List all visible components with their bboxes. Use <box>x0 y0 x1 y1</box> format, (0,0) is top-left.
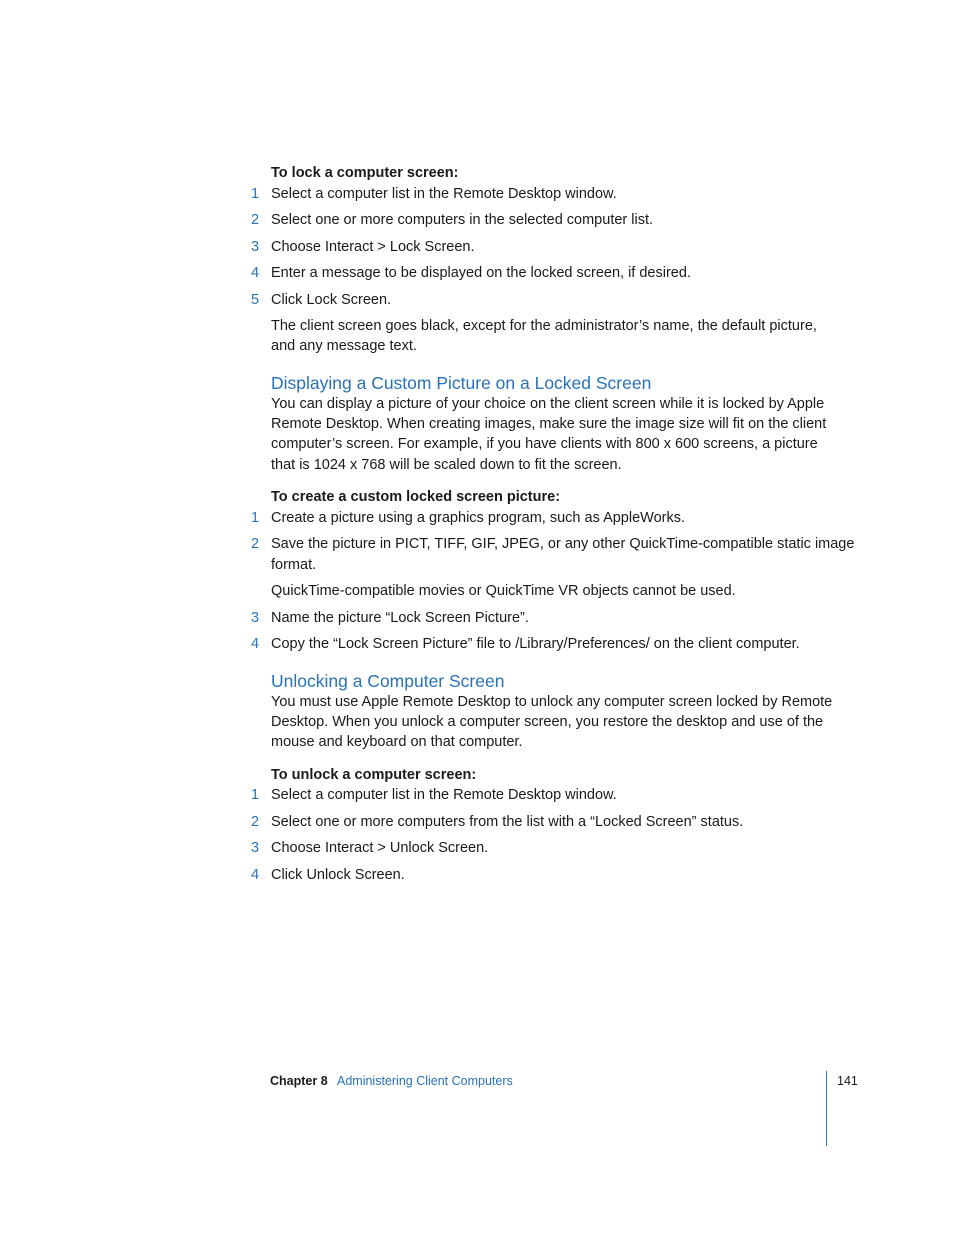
procedure-heading-custom-picture: To create a custom locked screen picture: <box>271 489 561 505</box>
step-number: 2 <box>251 814 260 830</box>
procedure-heading-unlock: To unlock a computer screen: <box>271 767 477 783</box>
paragraph-line: mouse and keyboard on that computer. <box>271 734 523 750</box>
step-text: Choose Interact > Unlock Screen. <box>271 840 489 856</box>
step-number: 1 <box>251 787 260 803</box>
paragraph-line: You must use Apple Remote Desktop to unlock any computer screen locked by Remote <box>271 694 833 710</box>
result-note-line: The client screen goes black, except for the administrator’s name, the default picture, <box>271 318 817 334</box>
step-text: Copy the “Lock Screen Picture” file to /Library/Preferences/ on the client computer. <box>271 636 800 652</box>
paragraph-line: that is 1024 x 768 will be scaled down to fit the screen. <box>271 457 622 473</box>
step-text: Click Unlock Screen. <box>271 867 405 883</box>
step-number: 1 <box>251 186 260 202</box>
quicktime-note: QuickTime-compatible movies or QuickTime VR objects cannot be used. <box>271 583 736 599</box>
step-text: Select a computer list in the Remote Desktop window. <box>271 186 617 202</box>
footer-chapter-title: Administering Client Computers <box>337 1074 513 1088</box>
step-number: 4 <box>251 636 260 652</box>
paragraph-line: You can display a picture of your choice on the client screen while it is locked by Apple <box>271 396 825 412</box>
step-number: 3 <box>251 840 260 856</box>
step-text: Select one or more computers in the selected computer list. <box>271 212 654 228</box>
step-text: Select a computer list in the Remote Desktop window. <box>271 787 617 803</box>
paragraph-line: computer’s screen. For example, if you have clients with 800 x 600 screens, a picture <box>271 436 818 452</box>
section-heading-unlocking: Unlocking a Computer Screen <box>271 671 505 691</box>
step-text: Save the picture in PICT, TIFF, GIF, JPEG, or any other QuickTime-compatible static image <box>271 536 855 552</box>
section-heading-custom-picture: Displaying a Custom Picture on a Locked Screen <box>271 373 652 393</box>
step-number: 5 <box>251 292 260 308</box>
step-text: Choose Interact > Lock Screen. <box>271 239 475 255</box>
paragraph-line: Remote Desktop. When creating images, make sure the image size will fit on the client <box>271 416 827 432</box>
step-text: Click Lock Screen. <box>271 292 392 308</box>
footer-chapter-label: Chapter 8 <box>270 1074 328 1088</box>
step-number: 2 <box>251 212 260 228</box>
step-number: 3 <box>251 239 260 255</box>
step-number: 3 <box>251 610 260 626</box>
step-number: 2 <box>251 536 260 552</box>
step-text: Create a picture using a graphics program, such as AppleWorks. <box>271 510 685 526</box>
paragraph-line: Desktop. When you unlock a computer screen, you restore the desktop and use of the <box>271 714 824 730</box>
step-text: Name the picture “Lock Screen Picture”. <box>271 610 529 626</box>
result-note-line: and any message text. <box>271 338 417 354</box>
page-number: 141 <box>837 1074 858 1088</box>
step-number: 1 <box>251 510 260 526</box>
step-text: Enter a message to be displayed on the locked screen, if desired. <box>271 265 691 281</box>
step-number: 4 <box>251 265 260 281</box>
step-number: 4 <box>251 867 260 883</box>
step-text-continued: format. <box>271 557 317 573</box>
step-text: Select one or more computers from the list with a “Locked Screen” status. <box>271 814 744 830</box>
procedure-heading-lock: To lock a computer screen: <box>271 165 459 181</box>
footer-divider <box>826 1071 827 1146</box>
